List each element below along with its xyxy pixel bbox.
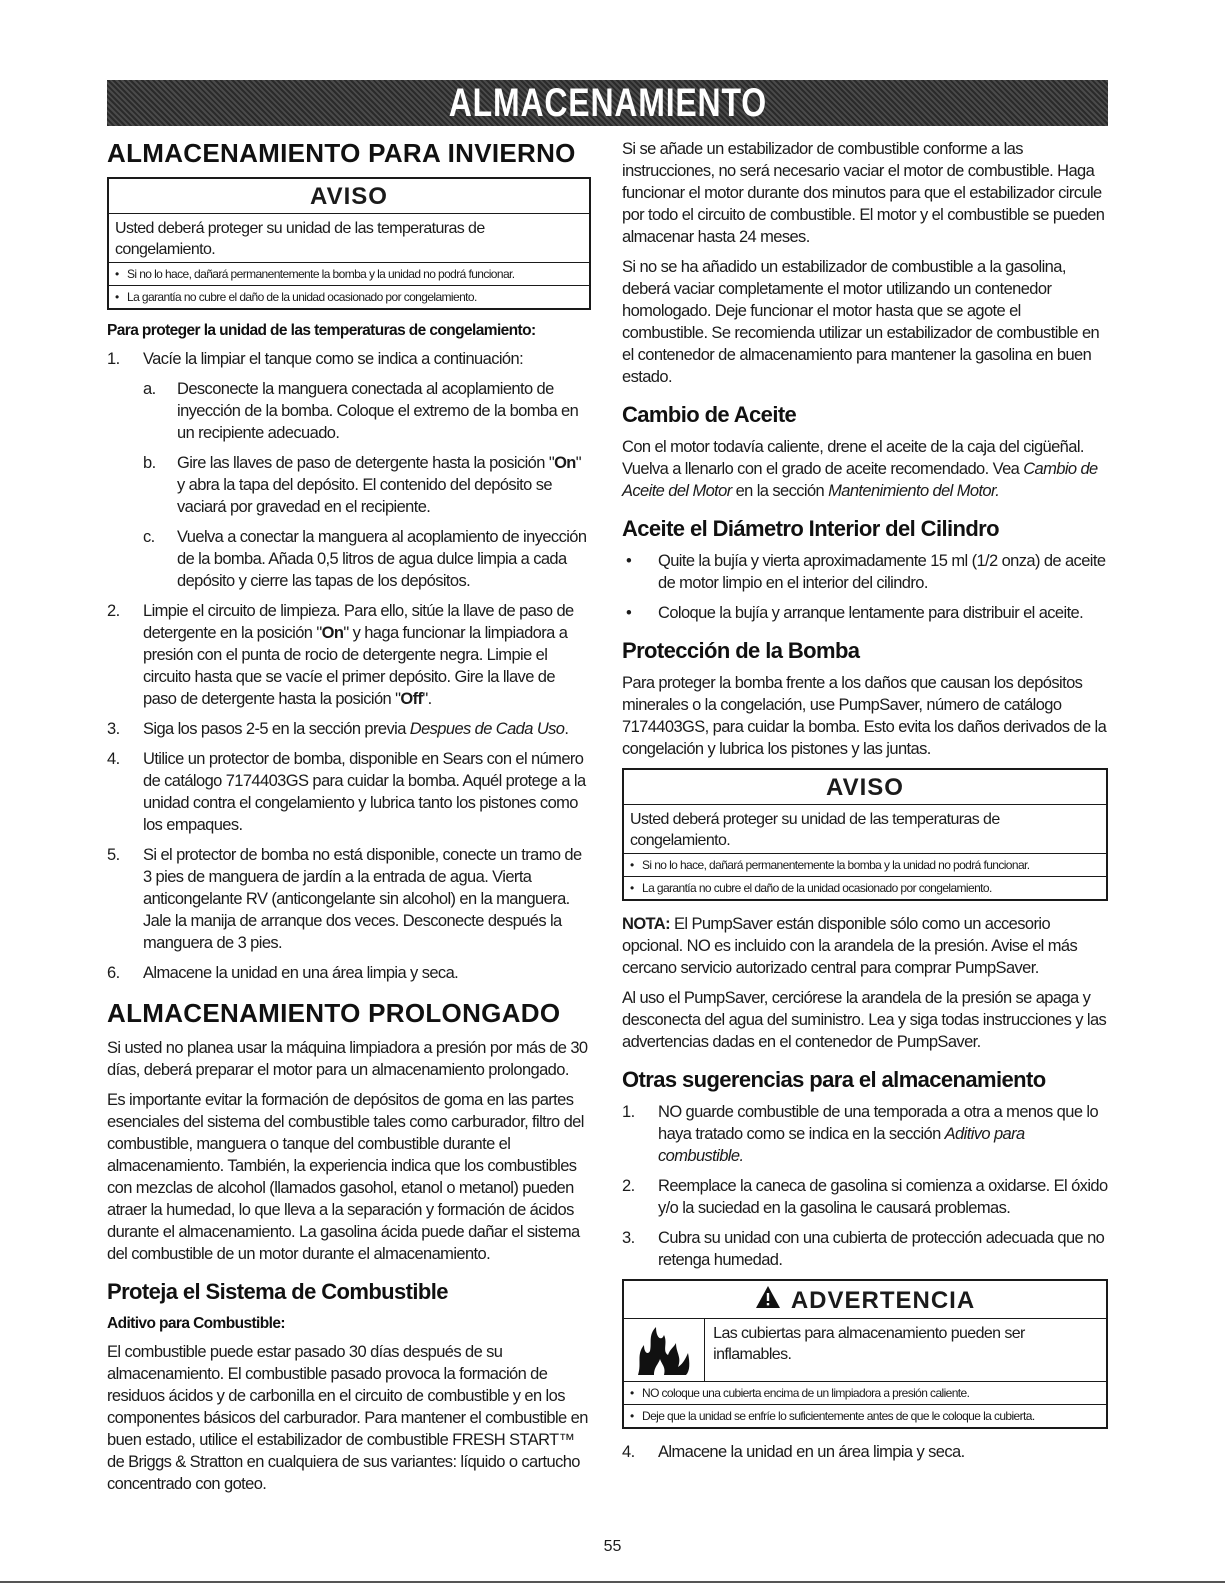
list-item — [107, 748, 591, 836]
paragraph: Al uso el PumpSaver, cerciórese la arandela de la presión se apaga y desconecta del agua del suministro. Lea y siga todas instrucciones y las advertencias dadas en el contenedor de PumpSaver. — [622, 989, 1107, 1051]
list-number: 2. — [107, 602, 120, 620]
list-text: Cubra su unidad con una cubierta de protección adecuada que no retenga humedad. — [658, 1229, 1105, 1269]
heading-oil-change: Cambio de Aceite — [622, 402, 797, 427]
section-reference: Aditivo para combustible. — [658, 1125, 1025, 1165]
heading-other-tips: Otras sugerencias para el almacenamiento — [622, 1067, 1046, 1092]
paragraph: Es importante evitar la formación de depósitos de goma en las partes esenciales del sistema del combustible tales como carburador, filtro del combustible, manguera o tanque del combustible durante el almacenamiento. También, la experiencia indica que los combustibles con mezclas de alcohol (llamados gasohol, etanol o metanol) pueden atraer la humedad, lo que lleva a la separación y formación de ácidos durante el almacenamiento. La gasolina ácida puede dañar el sistema del combustible de un motor durante el almacenamiento. — [107, 1091, 584, 1263]
notice-bullet: • La garantía no cubre el daño de la unidad ocasionado por congelamiento. — [109, 286, 589, 308]
list-text: Vuelva a conectar la manguera al acoplamiento de inyección de la bomba. Añada 0,5 litros de agua dulce limpia a cada depósito y cierre las tapas de los depósitos. — [177, 528, 587, 590]
note-paragraph — [622, 913, 1108, 979]
list-text: Si el protector de bomba no está disponible, conecte un tramo de 3 pies de manguera de jardín a la entrada de agua. Vierta anticongelante RV (anticongelante sin alcohol) en la manguera. Jale la manija de arranque dos veces. Desconecte después la manguera de 3 pies. — [143, 846, 582, 952]
list-letter: c. — [143, 528, 155, 546]
warning-title-row — [624, 1281, 1106, 1319]
heading-cylinder: Aceite el Diámetro Interior del Cilindro — [622, 516, 999, 541]
sub-list-item — [107, 378, 591, 444]
text: El PumpSaver están disponible sólo como un accesorio opcional. NO es incluido con la arandela de la presión. Avise el más cercano servicio autorizado central para comprar PumpSaver. — [622, 915, 1078, 977]
protect-heading: Para proteger la unidad de las temperaturas de congelamiento: — [107, 322, 536, 339]
list-item — [107, 600, 591, 710]
list-text: Gire las llaves de paso de detergente hasta la posición " — [177, 454, 555, 472]
paragraph: Si usted no planea usar la máquina limpiadora a presión por más de 30 días, deberá preparar el motor para un almacenamiento prolongado. — [107, 1039, 588, 1079]
list-text: Utilice un protector de bomba, disponible en Sears con el número de catálogo 7174403GS para cuidar la bomba. Aquél protege a la unidad contra el congelamiento y lubrica tanto los pistones como los empaques. — [143, 750, 586, 834]
on-label: On — [554, 454, 576, 472]
list-text: " y haga funcionar la limpiadora a presión con el punta de rocio de detergente negra. Limpie el circuito hasta que se vacíe el primer depósito. Gire la llave de paso de detergente hasta la posición " — [143, 624, 568, 708]
bullet-item: • Quite la bujía y vierta aproximadamente 15 ml (1/2 onza) de aceite de motor limpio en el interior del cilindro. — [622, 550, 1108, 594]
left-column — [107, 136, 591, 1503]
page-number: 55 — [603, 1538, 622, 1555]
heading-winter-storage: ALMACENAMIENTO PARA INVIERNO — [107, 138, 576, 168]
section-reference: Despues de Cada Uso — [409, 720, 565, 738]
notice-title: AVISO — [624, 770, 1106, 805]
on-label: On — [321, 624, 344, 642]
list-text: Almacene la unidad en una área limpia y seca. — [143, 964, 459, 982]
bullet-item: • Coloque la bujía y arranque lentamente para distribuir el aceite. — [622, 602, 1108, 624]
notice-title: AVISO — [109, 179, 589, 214]
list-item — [107, 962, 591, 984]
list-text: Reemplace la caneca de gasolina si comienza a oxidarse. El óxido y/o la suciedad en la gasolina le causará problemas. — [658, 1177, 1108, 1217]
heading-long-storage: ALMACENAMIENTO PROLONGADO — [107, 998, 561, 1028]
warning-bullet: • Deje que la unidad se enfríe lo suficientemente antes de que le coloque la cubierta. — [624, 1405, 1106, 1427]
paragraph: Si se añade un estabilizador de combustible conforme a las instrucciones, no será necesario vaciar el motor de combustible. Haga funcionar el motor durante dos minutos para que el estabilizador circule por todo el circuito de combustible. El motor y el combustible se pueden almacenar hasta 24 meses. — [622, 140, 1105, 246]
heading-pump-protection: Protección de la Bomba — [622, 638, 860, 663]
list-item — [622, 1101, 1108, 1167]
notice-body: Usted deberá proteger su unidad de las temperaturas de congelamiento. — [624, 805, 1106, 854]
list-number: 5. — [107, 846, 120, 864]
warning-title: ADVERTENCIA — [790, 1286, 976, 1314]
list-number: 6. — [107, 964, 120, 982]
list-item — [107, 348, 591, 370]
list-item — [622, 1441, 1108, 1463]
note-label: NOTA: — [622, 915, 671, 933]
warning-bullet: • NO coloque una cubierta encima de un limpiadora a presión caliente. — [624, 1382, 1106, 1405]
list-text: Limpie el circuito de limpieza. Para ello, sitúe la llave de paso de detergente en la posición " — [143, 602, 574, 642]
list-text: . — [564, 720, 569, 738]
paragraph: El combustible puede estar pasado 30 días después de su almacenamiento. El combustible pasado provoca la formación de residuos ácidos y de carbonilla en el circuito de combustible y en los componentes básicos del carburador. Para mantener el combustible en buen estado, utilice el estabilizador de combustible FRESH START™ de Briggs & Stratton en cualquiera de sus variantes: líquido o cartucho concentrado con goteo. — [107, 1343, 588, 1493]
paragraph — [622, 436, 1108, 502]
list-text: Almacene la unidad en un área limpia y seca. — [658, 1443, 965, 1461]
notice-body: Usted deberá proteger su unidad de las temperaturas de congelamiento. — [109, 214, 589, 263]
notice-bullet: • La garantía no cubre el daño de la unidad ocasionado por congelamiento. — [624, 877, 1106, 899]
bottom-rule — [0, 1581, 1225, 1583]
list-text: Siga los pasos 2-5 en la sección previa — [143, 720, 410, 738]
warning-triangle-icon — [755, 1285, 781, 1316]
warning-main-row — [624, 1319, 1106, 1382]
list-number: 2. — [622, 1177, 635, 1195]
list-item — [622, 1175, 1108, 1219]
sub-list-item — [107, 452, 591, 518]
list-number: 4. — [622, 1443, 635, 1461]
list-letter: b. — [143, 454, 156, 472]
banner-title: ALMACENAMIENTO — [448, 80, 767, 125]
warning-box — [622, 1279, 1108, 1429]
list-number: 4. — [107, 750, 120, 768]
notice-box-2 — [622, 768, 1108, 901]
list-number: 1. — [107, 350, 120, 368]
list-text: " y abra la tapa del depósito. El contenido del depósito se vaciará por gravedad en el recipiente. — [177, 454, 582, 516]
notice-bullet: • Si no lo hace, dañará permanentemente la bomba y la unidad no podrá funcionar. — [624, 854, 1106, 877]
heading-fuel-additive: Aditivo para Combustible: — [107, 1315, 285, 1332]
section-banner — [107, 80, 1108, 126]
list-item — [107, 844, 591, 954]
section-reference: Mantenimiento del Motor. — [828, 482, 1000, 500]
list-item — [622, 1227, 1108, 1271]
fire-hazard-icon — [624, 1319, 705, 1381]
sub-list-item — [107, 526, 591, 592]
list-text: Vacíe la limpiar el tanque como se indica a continuación: — [143, 350, 524, 368]
list-number: 1. — [622, 1103, 635, 1121]
list-number: 3. — [107, 720, 120, 738]
paragraph: Si no se ha añadido un estabilizador de combustible a la gasolina, deberá vaciar completamente el motor utilizando un contenedor homologado. Deje funcionar el motor hasta que se agote el combustible. Se recomienda utilizar un estabilizador de combustible en el contenedor de almacenamiento para mantener la gasolina en buen estado. — [622, 258, 1100, 386]
list-number: 3. — [622, 1229, 635, 1247]
notice-box-1 — [107, 177, 591, 310]
heading-fuel-system: Proteja el Sistema de Combustible — [107, 1279, 448, 1304]
list-text: Desconecte la manguera conectada al acoplamiento de inyección de la bomba. Coloque el extremo de la bomba en un recipiente adecuado. — [177, 380, 579, 442]
list-text: ". — [422, 690, 432, 708]
list-item — [107, 718, 591, 740]
list-text: NO guarde combustible de una temporada a otra a menos que lo haya tratado como se indica en la sección — [658, 1103, 1099, 1143]
list-letter: a. — [143, 380, 156, 398]
notice-bullet: • Si no lo hace, dañará permanentemente la bomba y la unidad no podrá funcionar. — [109, 263, 589, 286]
warning-body: Las cubiertas para almacenamiento pueden ser inflamables. — [713, 1325, 1025, 1363]
paragraph: Para proteger la bomba frente a los daños que causan los depósitos minerales o la congelación, use PumpSaver, número de catálogo 7174403GS, para cuidar la bomba. Esto evita los daños derivados de la congelación y lubrica los pistones y las juntas. — [622, 674, 1107, 758]
off-label: Off — [400, 690, 423, 708]
section-reference: Cambio de Aceite del Motor — [622, 460, 1098, 500]
text: Con el motor todavía caliente, drene el aceite de la caja del cigüeñal. Vuelva a llenarlo con el grado de aceite recomendado. Vea — [622, 438, 1084, 478]
text: en la sección — [731, 482, 829, 500]
right-column — [622, 138, 1108, 1471]
